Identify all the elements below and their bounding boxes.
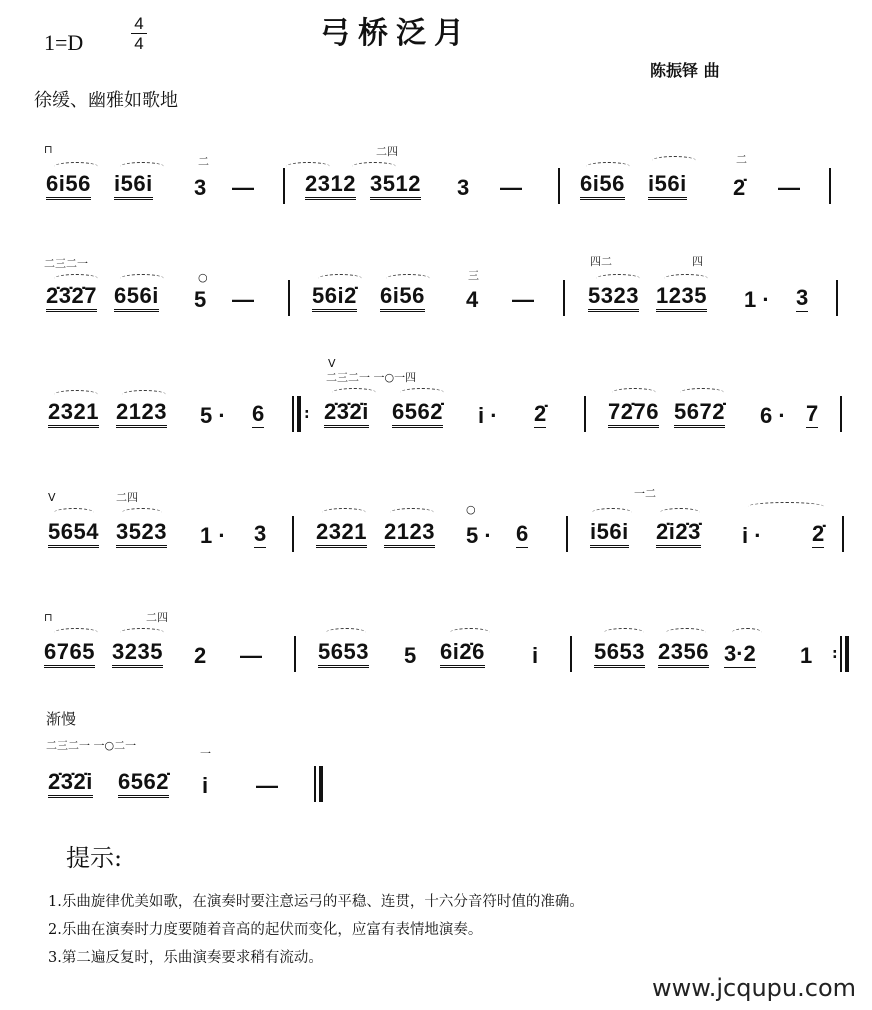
slur (664, 274, 708, 283)
slur (332, 388, 376, 397)
note-group: 6562̇ (392, 400, 443, 428)
dotted-note: 6 · (760, 403, 786, 428)
slur (54, 628, 98, 637)
slur (390, 508, 434, 517)
note-group: i56i (114, 172, 153, 200)
repeat-end-barline (840, 636, 849, 672)
barline (570, 636, 572, 672)
slur (666, 628, 706, 637)
key-signature: 1=D (44, 30, 84, 55)
note-group: 6i56 (46, 172, 91, 200)
note-group: 6i2̇6 (440, 640, 485, 668)
note: 6 (252, 401, 265, 426)
slur (586, 162, 630, 171)
bow-up-mark: V (48, 491, 56, 504)
dotted-note: 5 · (466, 523, 492, 548)
barline (563, 280, 565, 316)
note-group: 2123 (116, 400, 167, 428)
slur (386, 274, 430, 283)
note-group: 2123 (384, 520, 435, 548)
note: 2̇ (733, 175, 746, 200)
note: 3 (796, 285, 809, 310)
fingering-mark: 一 (200, 747, 211, 760)
note-group: i56i (648, 172, 687, 200)
dotted-note: i · (478, 403, 498, 428)
score-row-3 (0, 357, 872, 438)
slur (122, 390, 166, 399)
bow-down-mark: ⊓ (44, 143, 53, 156)
dotted-note: i · (742, 523, 762, 548)
note: 3 (254, 521, 267, 546)
slur (400, 388, 444, 397)
bow-down-mark: ⊓ (44, 611, 53, 624)
barline (829, 168, 831, 204)
note-group: 2̇3̇2̇i (48, 770, 93, 798)
dash: — (232, 287, 254, 312)
slur (612, 388, 656, 397)
dash: — (256, 773, 278, 798)
score-row-2 (0, 255, 872, 322)
slur (318, 274, 362, 283)
note-group: 72̇76 (608, 400, 659, 428)
slur (660, 508, 700, 517)
final-barline (314, 766, 323, 802)
slur (326, 628, 366, 637)
fingering-mark: 四 (692, 255, 703, 268)
note: 5 (194, 287, 207, 312)
fingering-mark: 四二 (590, 255, 612, 268)
ritardando-marking: 渐慢 (46, 710, 77, 728)
note-group: 5653 (594, 640, 645, 668)
barline (294, 636, 296, 672)
note-group: 6i56 (380, 284, 425, 312)
note-group: 2321 (316, 520, 367, 548)
note: 2̇ (534, 401, 547, 426)
fingering-mark: 二四 (376, 145, 398, 158)
score-row-4 (0, 487, 872, 558)
note: 4 (466, 287, 479, 312)
harmonic-mark: ○ (466, 503, 476, 516)
repeat-dots: : (304, 406, 310, 422)
fingering-mark: 一二 (634, 487, 656, 500)
time-signature (128, 14, 150, 53)
note-group: 656i (114, 284, 159, 312)
slur (54, 390, 98, 399)
note-group: 2̇3̇2̇i (324, 400, 369, 428)
dash: — (240, 643, 262, 668)
song-title: 弓桥泛月 (320, 16, 472, 51)
slur (450, 628, 490, 637)
note: 3 (194, 175, 207, 200)
fingering-mark: 三 (468, 269, 479, 282)
dash: — (232, 175, 254, 200)
time-signature-bottom: 4 (134, 34, 144, 53)
note-group: 3·2 (724, 641, 756, 666)
note-group: 2̇i2̇3̇ (656, 520, 701, 548)
fingering-mark: 二四 (116, 491, 138, 504)
barline (566, 516, 568, 552)
note-group: i56i (590, 520, 629, 548)
fingering-mark: 二三二一 一○一四 (326, 371, 417, 384)
note-group: 3523 (116, 520, 167, 548)
dotted-note: 1 · (200, 523, 226, 548)
tip-item-2: 2.乐曲在演奏时力度要随着音高的起伏而变化，应富有表情地演奏。 (48, 922, 483, 938)
fingering-mark: 二三二一 一○二一 (46, 739, 137, 752)
note: 3 (457, 175, 470, 200)
note: 2̇ (812, 521, 825, 546)
slur (592, 508, 632, 517)
note: 6 (516, 521, 529, 546)
barline (558, 168, 560, 204)
score-row-6 (0, 739, 872, 808)
tip-item-3: 3.第二遍反复时，乐曲演奏要求稍有流动。 (48, 950, 323, 966)
slur (122, 508, 162, 517)
barline (836, 280, 838, 316)
open-string-mark: ○ (198, 271, 208, 284)
barline (288, 280, 290, 316)
note-group: 3235 (112, 640, 163, 668)
composer: 陈振铎 曲 (650, 61, 720, 80)
time-signature-top: 4 (134, 14, 144, 33)
dash: — (500, 175, 522, 200)
note: i (532, 643, 539, 668)
slur (54, 274, 98, 283)
note-group: 2356 (658, 640, 709, 668)
slur (748, 502, 824, 511)
slur (286, 162, 330, 171)
slur (322, 508, 366, 517)
dotted-note: 5 · (200, 403, 226, 428)
note-group: 56i2̇ (312, 284, 357, 312)
slur (120, 162, 164, 171)
note-group: 1235 (656, 284, 707, 312)
fingering-mark: 二四 (146, 611, 168, 624)
fingering-mark: 二 (198, 155, 209, 168)
note-group: 2312 (305, 172, 356, 200)
note: i (202, 773, 209, 798)
slur (732, 628, 762, 637)
note-group: 6i56 (580, 172, 625, 200)
note-group: 5653 (318, 640, 369, 668)
note-group: 5323 (588, 284, 639, 312)
note: 2 (194, 643, 207, 668)
repeat-dots: : (832, 646, 838, 662)
note-group: 5654 (48, 520, 99, 548)
slur (596, 274, 640, 283)
repeat-start-barline (292, 396, 301, 432)
bow-up-mark: V (328, 357, 336, 370)
barline (283, 168, 285, 204)
barline (584, 396, 586, 432)
note: 1 (800, 643, 813, 668)
note: 7 (806, 401, 819, 426)
slur (54, 162, 98, 171)
tips-heading: 提示: (66, 844, 123, 872)
note-group: 6765 (44, 640, 95, 668)
barline (840, 396, 842, 432)
dotted-note: 1 · (744, 287, 770, 312)
fingering-mark: 二 (736, 153, 747, 166)
slur (120, 274, 164, 283)
score-row-5 (0, 611, 872, 678)
barline (842, 516, 844, 552)
slur (54, 508, 94, 517)
tempo-marking: 徐缓、幽雅如歌地 (34, 90, 178, 111)
fingering-mark: 二三二一 (44, 257, 88, 270)
slur (604, 628, 644, 637)
watermark: www.jcqupu.com (652, 974, 856, 1002)
tip-item-1: 1.乐曲旋律优美如歌，在演奏时要注意运弓的平稳、连贯，十六分音符时值的准确。 (48, 894, 584, 910)
dash: — (778, 175, 800, 200)
note-group: 5672̇ (674, 400, 725, 428)
slur (352, 162, 396, 171)
slur (120, 628, 164, 637)
note-group: 2321 (48, 400, 99, 428)
dash: — (512, 287, 534, 312)
slur (652, 156, 696, 165)
note-group: 6562̇ (118, 770, 169, 798)
score-row-1 (0, 143, 872, 210)
note-group: 2̇3̇2̇7 (46, 284, 97, 312)
barline (292, 516, 294, 552)
note-group: 3512 (370, 172, 421, 200)
note: 5 (404, 643, 417, 668)
slur (680, 388, 724, 397)
